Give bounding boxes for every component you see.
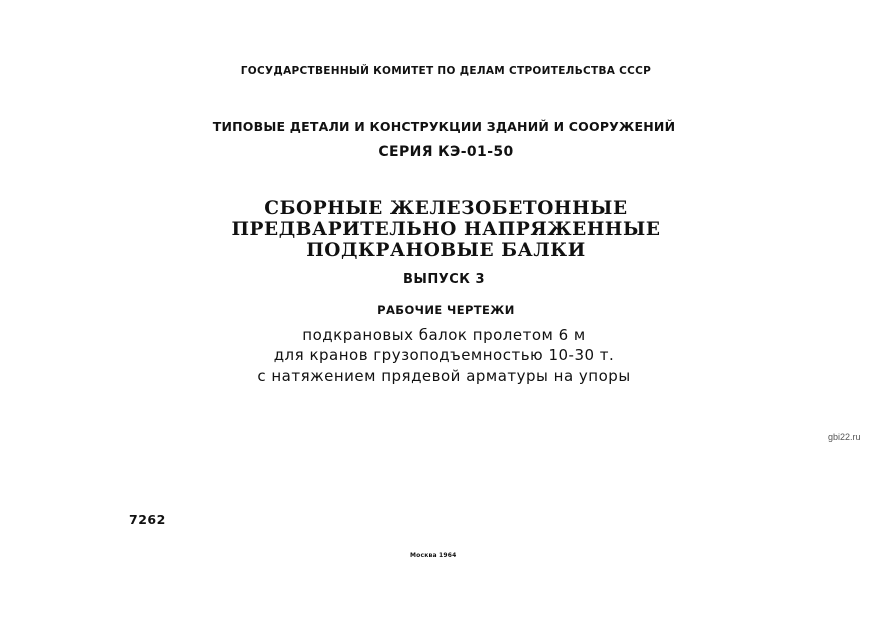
working-drawings-label: РАБОЧИЕ ЧЕРТЕЖИ [377,303,515,317]
committee-heading: ГОСУДАРСТВЕННЫЙ КОМИТЕТ ПО ДЕЛАМ СТРОИТЕЛЬСТВА СССР [240,65,652,77]
issue-label: ВЫПУСК 3 [402,272,486,287]
description-line-3: с натяжением прядевой арматуры на упоры [257,367,631,385]
description-line-1: подкрановых балок пролетом 6 м [302,326,586,344]
title-line-1: СБОРНЫЕ ЖЕЛЕЗОБЕТОННЫЕ [264,198,628,219]
collection-heading: ТИПОВЫЕ ДЕТАЛИ И КОНСТРУКЦИИ ЗДАНИЙ И СООРУЖЕНИЙ [212,119,676,134]
title-line-3: ПОДКРАНОВЫЕ БАЛКИ [306,240,586,261]
series-heading: СЕРИЯ КЭ-01-50 [378,144,514,160]
title-line-2: ПРЕДВАРИТЕЛЬНО НАПРЯЖЕННЫЕ [231,219,661,240]
imprint-city-year: Москва 1964 [410,552,457,559]
document-number: 7262 [129,512,166,527]
description-line-2: для кранов грузоподъемностью 10-30 т. [273,346,615,364]
watermark: gbi22.ru [828,432,861,442]
